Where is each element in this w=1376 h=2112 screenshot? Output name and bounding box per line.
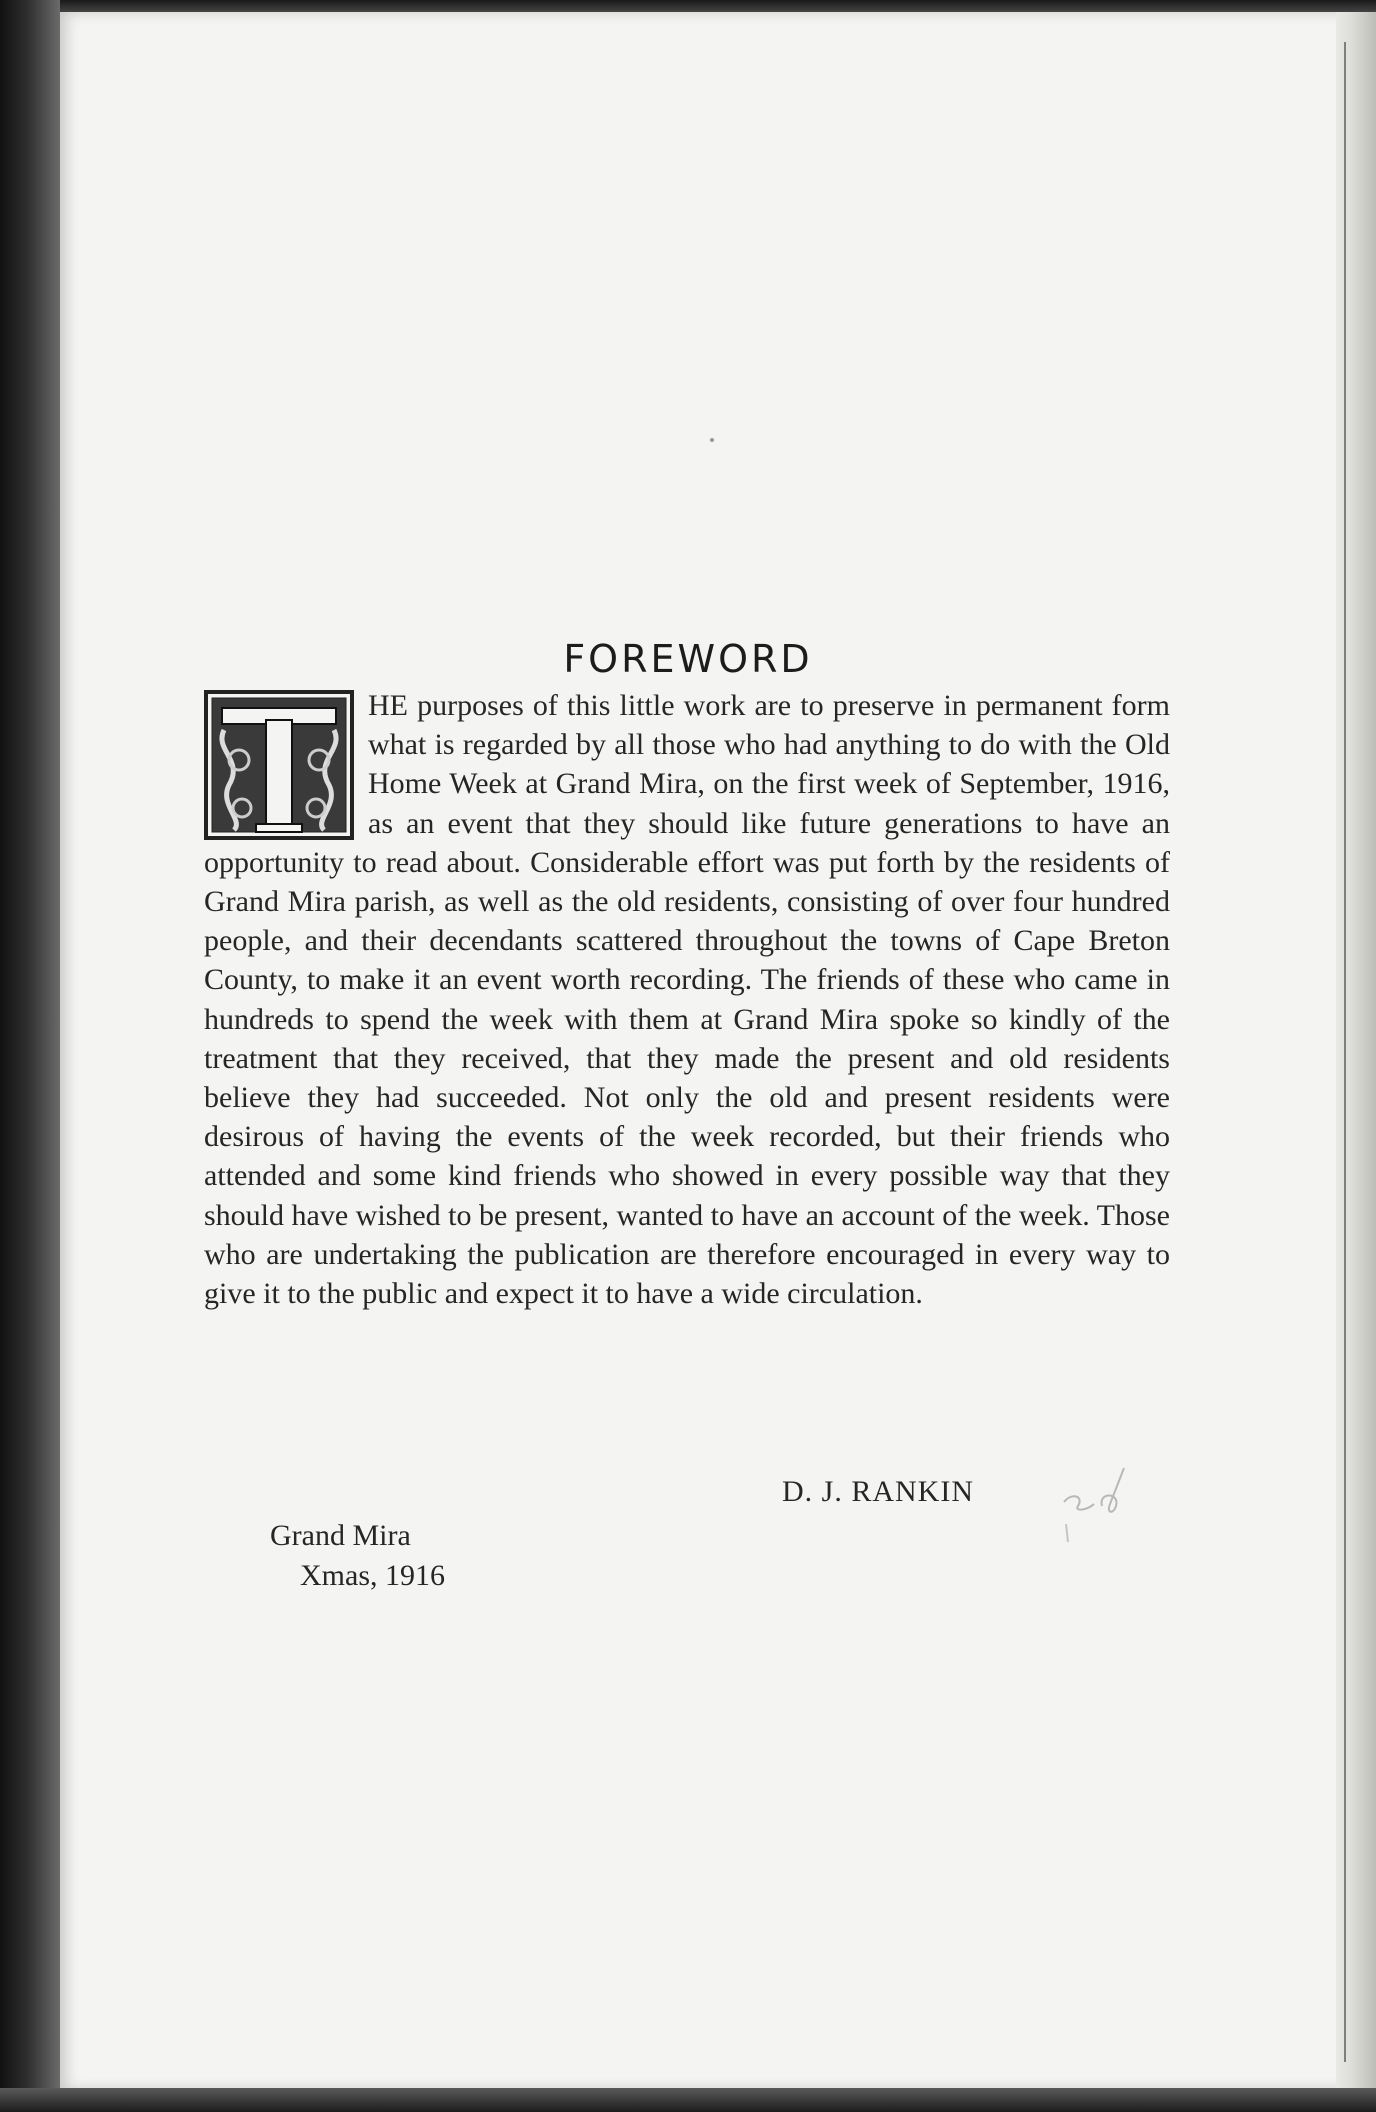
place-name: Grand Mira xyxy=(270,1519,411,1552)
page-edge-rule xyxy=(1344,42,1346,2062)
date-line: Xmas, 1916 xyxy=(300,1559,445,1592)
scan-edge-left xyxy=(0,0,60,2112)
author-signature: D. J. RANKIN xyxy=(782,1475,974,1508)
foreword-text: HE purposes of this little work are to preserve in permanent form what is regarded by all those who had anything to do with the Old Home Week at Grand Mira, on the first week of September, 1916, as an event that they should like future generations to have an opportunity to read about. Considerable effort was put forth by the residents of Grand Mira parish, as well as the old residents, consisting of over four hundred people, and their decendants scattered throughout the towns of Cape Breton County, to make it an event worth recording. The friends of these who came in hundreds to spend the week with them at Grand Mira spoke so kindly of the treatment that they received, that they made the present and old residents believe they had succeeded. Not only the old and present residents were desirous of having the events of the week recorded, but their friends who attended and some kind friends who showed in every possible way that they should have wished to be present, wanted to have an account of the week. Those who are undertaking the publication are therefore encouraged in every way to give it to the public and expect it to have a wide circulation. xyxy=(204,689,1170,1311)
place-and-date xyxy=(270,1516,445,1596)
paper-speck xyxy=(710,438,714,442)
foreword-paragraph xyxy=(204,686,1170,1313)
pencil-annotation-icon xyxy=(1058,1462,1158,1542)
page-title: FOREWORD xyxy=(563,637,813,682)
scan-edge-bottom xyxy=(0,2088,1376,2112)
ornamental-initial-t-icon xyxy=(204,690,354,840)
page-right-edge xyxy=(1336,12,1376,2090)
